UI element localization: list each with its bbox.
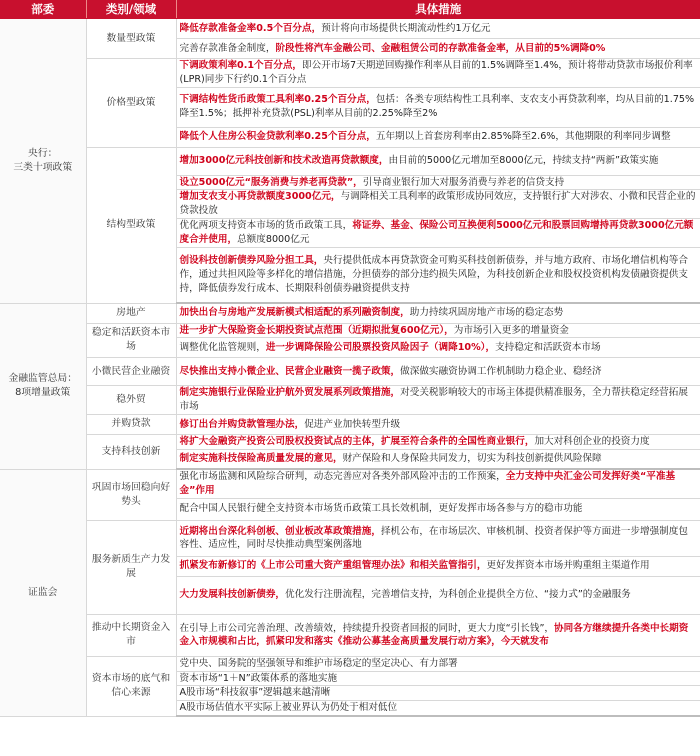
- measure-cell: [176, 218, 700, 247]
- measure-cell: [176, 87, 700, 127]
- table-row: [0, 614, 700, 656]
- table-row: [0, 19, 700, 39]
- measure-cell: [176, 671, 700, 686]
- header-category: 类别/领域: [86, 0, 176, 19]
- table-row: [0, 358, 700, 386]
- highlighted-text: 近期将出台深化科创板、创业板改革政策措施，: [179, 525, 381, 537]
- measure-text: 优化发行注册流程，完善增信支持，为科创企业提供全方位、“接力式”的金融服务: [285, 589, 631, 601]
- category-cell: 结构型政策: [86, 147, 176, 303]
- table-row: [0, 303, 700, 323]
- table-row: [0, 414, 700, 434]
- measure-cell: [176, 656, 700, 671]
- measure-cell: [176, 520, 700, 556]
- measure-text: 央行提供低成本再贷款资金可购买科技创新债券，并与地方政府、市场化增信机构等合作，通过共担风险等多样化的增信措施，分担债券的部分违约损失风险，为科技创新企业和股权投资机构发债融资提供支持，降低债券发行成本、长期限科创债券融资提供支持: [179, 255, 688, 294]
- highlighted-text: 制定实施银行业保险业护航外贸发展系列政策措施，: [179, 387, 401, 399]
- measure-text: 为市场引入更多的增量资金: [453, 324, 569, 336]
- measure-text: 对受关税影响较大的市场主体提供精准服务，全力帮扶稳定经营拓展市场: [179, 387, 688, 413]
- measure-text: 强化市场监测和风险综合研判，动态完善应对各类外部风险冲击的工作预案，: [179, 471, 506, 483]
- measure-text: 优化两项支持资本市场的货币政策工具，: [179, 219, 353, 231]
- measure-text: 在引导上市公司完善治理、改善绩效，持续提升投资者回报的同时，更大力度“引长钱”，: [179, 622, 555, 634]
- measure-text: 引导商业银行加大对服务消费与养老的信贷支持: [362, 176, 565, 188]
- header-row: [0, 0, 700, 19]
- measure-cell: [176, 614, 700, 656]
- highlighted-text: 设立5000亿元“服务消费与养老再贷款”，: [179, 176, 363, 188]
- measure-cell: [176, 247, 700, 303]
- measure-text: 五年期以上首套房利率由2.85%降至2.6%，其他期限的利率同步调整: [375, 131, 671, 143]
- measure-text: 做深做实融资协调工作机制助力稳企业、稳经济: [400, 365, 602, 377]
- category-cell: 稳定和活跃资本市场: [86, 323, 176, 358]
- highlighted-text: 下调结构性货币政策工具利率0.25个百分点，: [179, 94, 376, 106]
- measure-text: 调整优化监管规则，: [179, 341, 266, 353]
- highlighted-text: 全力支持中央汇金公司发挥好类“平准基金”作用: [179, 471, 676, 497]
- table-row: [0, 656, 700, 671]
- measure-cell: [176, 434, 700, 449]
- highlighted-text: 降低个人住房公积金贷款利率0.25个百分点，: [179, 131, 376, 143]
- table-row: [0, 147, 700, 175]
- measure-cell: [176, 127, 700, 147]
- measure-cell: [176, 39, 700, 59]
- category-cell: 小微民营企业融资: [86, 358, 176, 386]
- highlighted-text: 下调政策利率0.1个百分点，: [179, 60, 303, 71]
- highlighted-text: 大力发展科技创新债券，: [179, 589, 286, 601]
- measure-cell: [176, 303, 700, 323]
- measure-cell: [176, 323, 700, 338]
- measure-text: 党中央、国务院的坚强领导和维护市场稳定的坚定决心、有力部署: [179, 657, 458, 669]
- measure-text: 即公开市场7天期逆回购操作利率从目前的1.5%调降至1.4%，预计将带动贷款市场报价利率(LPR)同步下行约0.1个百分点: [179, 60, 693, 85]
- department-cell: 央行： 三类十项政策: [0, 19, 86, 304]
- table-row: [0, 520, 700, 556]
- highlighted-text: 修订出台并购贷款管理办法，: [179, 418, 305, 430]
- measure-cell: [176, 701, 700, 716]
- measure-cell: [176, 386, 700, 415]
- table-row: [0, 59, 700, 88]
- measure-text: A股市场估值水平实际上被业界认为仍处于相对低位: [179, 702, 398, 714]
- measure-text: 财产保险和人身保险共同发力，切实为科技创新提供风险保障: [342, 453, 602, 465]
- measure-text: 助力持续巩固房地产市场的稳定态势: [409, 307, 564, 319]
- measure-cell: [176, 175, 700, 190]
- measure-text: 总额度8000亿元: [237, 233, 310, 245]
- measure-cell: [176, 576, 700, 614]
- measure-text: 由目前的5000亿元增加至8000亿元，持续支持“两新”政策实施: [388, 155, 659, 167]
- table-row: [0, 323, 700, 338]
- highlighted-text: 增加3000亿元科技创新和技术改造再贷款额度，: [179, 155, 389, 167]
- highlighted-text: 进一步扩大保险资金长期投资试点范围（近期拟批复600亿元），: [179, 324, 454, 336]
- measure-cell: [176, 469, 700, 498]
- department-cell: 金融监管总局： 8项增量政策: [0, 303, 86, 469]
- department-cell: 证监会: [0, 469, 86, 716]
- measure-cell: [176, 147, 700, 175]
- measure-cell: [176, 19, 700, 39]
- highlighted-text: 将扩大金融资产投资公司股权投资试点的主体，扩展至符合条件的全国性商业银行，: [179, 435, 535, 447]
- table-body: [0, 19, 700, 717]
- measure-cell: [176, 59, 700, 88]
- measure-text: 择机公布，在市场层次、审核机制、投资者保护等方面进一步增强制度包容性、适应性，同时尽快推动典型案例落地: [179, 525, 688, 551]
- category-cell: 房地产: [86, 303, 176, 323]
- measure-text: 资本市场“1＋N”政策体系的落地实施: [179, 672, 338, 684]
- highlighted-text: 尽快推出支持小微企业、民营企业融资一揽子政策，: [179, 365, 401, 377]
- measure-cell: [176, 358, 700, 386]
- measure-text: 预计将向市场提供长期流动性约1万亿元: [321, 22, 491, 34]
- highlighted-text: 创设科技创新债券风险分担工具，: [179, 255, 324, 267]
- highlighted-text: 加快出台与房地产发展新模式相适配的系列融资制度，: [179, 307, 410, 319]
- table-row: [0, 469, 700, 498]
- measure-text: 支持稳定和活跃资本市场: [495, 341, 601, 353]
- highlighted-text: 协同各方继续提升各类中长期资金入市规模和占比，抓紧印发和落实《推动公募基金高质量发展行动方案》，今天就发布: [179, 622, 689, 648]
- category-cell: 服务新质生产力发展: [86, 520, 176, 614]
- category-cell: 价格型政策: [86, 59, 176, 148]
- measure-text: A股市场“科技叙事”逻辑越来越清晰: [179, 687, 331, 699]
- highlighted-text: 抓紧发布新修订的《上市公司重大资产重组管理办法》和相关监管指引，: [179, 560, 487, 572]
- highlighted-text: 制定实施科技保险高质量发展的意见，: [179, 453, 343, 465]
- category-cell: 稳外贸: [86, 386, 176, 415]
- measure-text: 配合中国人民银行健全支持资本市场货币政策工具长效机制，更好发挥市场各参与方的稳市功能: [179, 503, 583, 515]
- highlighted-text: 增加支农支小再贷款额度3000亿元，: [179, 191, 341, 203]
- measure-cell: [176, 190, 700, 219]
- measure-cell: [176, 414, 700, 434]
- header-dept: 部委: [0, 0, 86, 19]
- highlighted-text: 将证券、基金、保险公司互换便利5000亿元和股票回购增持再贷款3000亿元额度合并使用，: [179, 219, 694, 245]
- category-cell: 巩固市场回稳向好势头: [86, 469, 176, 520]
- highlighted-text: 进一步调降保险公司股票投资风险因子（调降10%），: [265, 341, 496, 353]
- category-cell: 资本市场的底气和信心来源: [86, 656, 176, 716]
- highlighted-text: 阶段性将汽车金融公司、金融租赁公司的存款准备金率，从目前的5%调降0%: [275, 42, 606, 54]
- measure-text: 完善存款准备金制度，: [179, 42, 276, 54]
- measure-cell: [176, 556, 700, 576]
- table-row: [0, 386, 700, 415]
- measure-cell: [176, 338, 700, 358]
- category-cell: 支持科技创新: [86, 434, 176, 469]
- highlighted-text: 降低存款准备金率0.5个百分点，: [179, 22, 322, 34]
- measure-text: 促进产业加快转型升级: [304, 418, 401, 430]
- header-measures: 具体措施: [176, 0, 700, 19]
- measure-text: 与调降相关工具利率的政策形成协同效应，支持银行扩大对涉农、小微和民营企业的贷款投放: [179, 191, 696, 217]
- measure-text: 包括：各类专项结构性工具利率、支农支小再贷款利率，均从目前的1.75%降至1.5%；抵押补充贷款(PSL)利率从目前的2.25%降至2%: [179, 94, 695, 120]
- category-cell: 并购贷款: [86, 414, 176, 434]
- measure-cell: [176, 449, 700, 469]
- measure-text: 加大对科创企业的投资力度: [534, 435, 650, 447]
- measure-cell: [176, 498, 700, 520]
- category-cell: 数量型政策: [86, 19, 176, 59]
- measure-text: 更好发挥资本市场并购重组主渠道作用: [486, 560, 650, 572]
- table-row: [0, 434, 700, 449]
- measure-cell: [176, 686, 700, 701]
- category-cell: 推动中长期资金入市: [86, 614, 176, 656]
